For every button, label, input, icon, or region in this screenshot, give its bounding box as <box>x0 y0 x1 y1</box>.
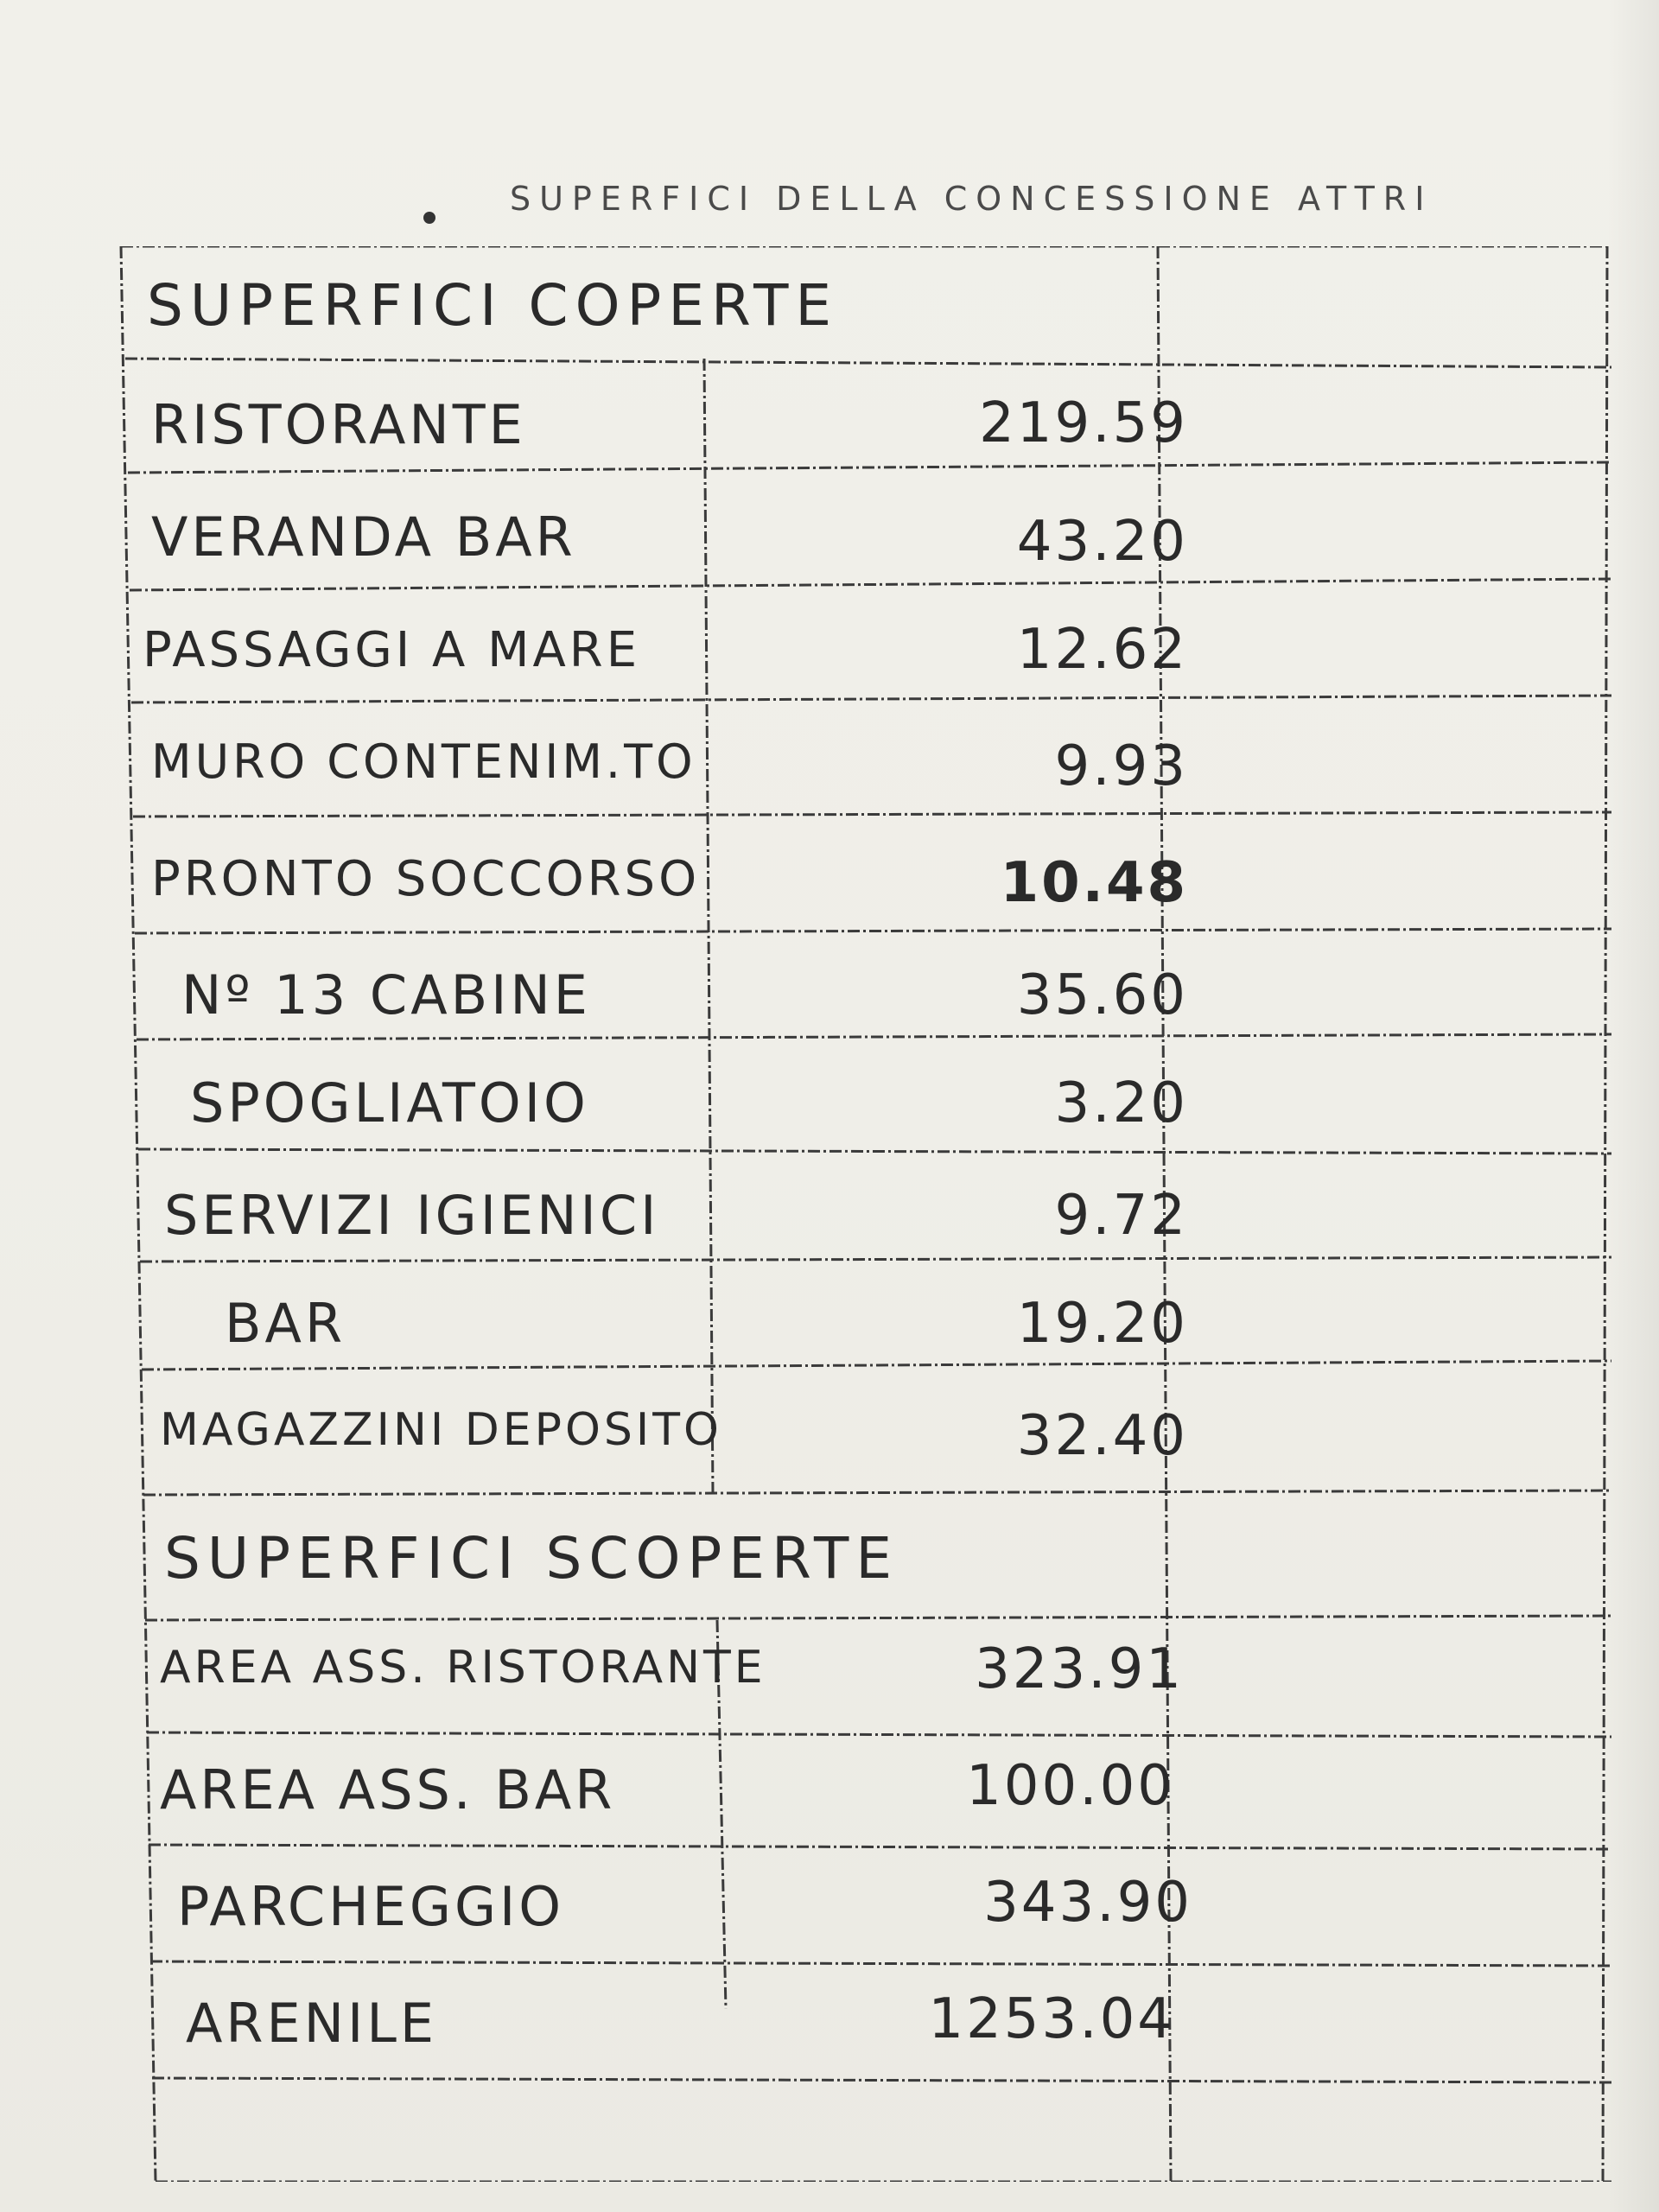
row-label: AREA ASS. BAR <box>160 1758 616 1821</box>
row-label: Nº 13 CABINE <box>181 963 591 1027</box>
section-title-covered: SUPERFICI COPERTE <box>147 272 839 339</box>
row-label: SPOGLIATOIO <box>190 1071 589 1135</box>
row-value: 43.20 <box>1016 510 1188 574</box>
row-value: 3.20 <box>1054 1071 1188 1135</box>
row-label: VERANDA BAR <box>151 505 576 569</box>
section-title-uncovered: SUPERFICI SCOPERTE <box>164 1525 899 1592</box>
row-value: 343.90 <box>983 1871 1192 1935</box>
row-value: 32.40 <box>1016 1404 1188 1468</box>
row-value: 219.59 <box>979 391 1188 455</box>
row-label: PASSAGGI A MARE <box>143 622 641 678</box>
row-value: 323.91 <box>975 1637 1184 1701</box>
row-value: 9.72 <box>1054 1184 1188 1248</box>
row-label: RISTORANTE <box>151 393 526 456</box>
row-value: 10.48 <box>1000 851 1188 915</box>
surface-table <box>112 246 1616 2182</box>
row-value: 35.60 <box>1016 963 1188 1027</box>
row-value: 19.20 <box>1016 1292 1188 1356</box>
row-value: 100.00 <box>966 1754 1175 1818</box>
row-label: MAGAZZINI DEPOSITO <box>160 1404 722 1456</box>
row-label: PRONTO SOCCORSO <box>151 851 701 907</box>
row-label: PARCHEGGIO <box>177 1875 565 1938</box>
document-heading: SUPERFICI DELLA CONCESSIONE ATTRI <box>510 180 1433 218</box>
row-label: ARENILE <box>186 1992 438 2055</box>
bullet-mark <box>423 212 435 224</box>
row-label: SERVIZI IGIENICI <box>164 1184 660 1247</box>
row-label: BAR <box>225 1292 346 1355</box>
row-value: 12.62 <box>1016 618 1188 682</box>
row-label: MURO CONTENIM.TO <box>151 734 696 789</box>
row-value: 9.93 <box>1054 734 1188 798</box>
row-value: 1253.04 <box>928 1987 1175 2051</box>
row-label: AREA ASS. RISTORANTE <box>160 1642 766 1694</box>
